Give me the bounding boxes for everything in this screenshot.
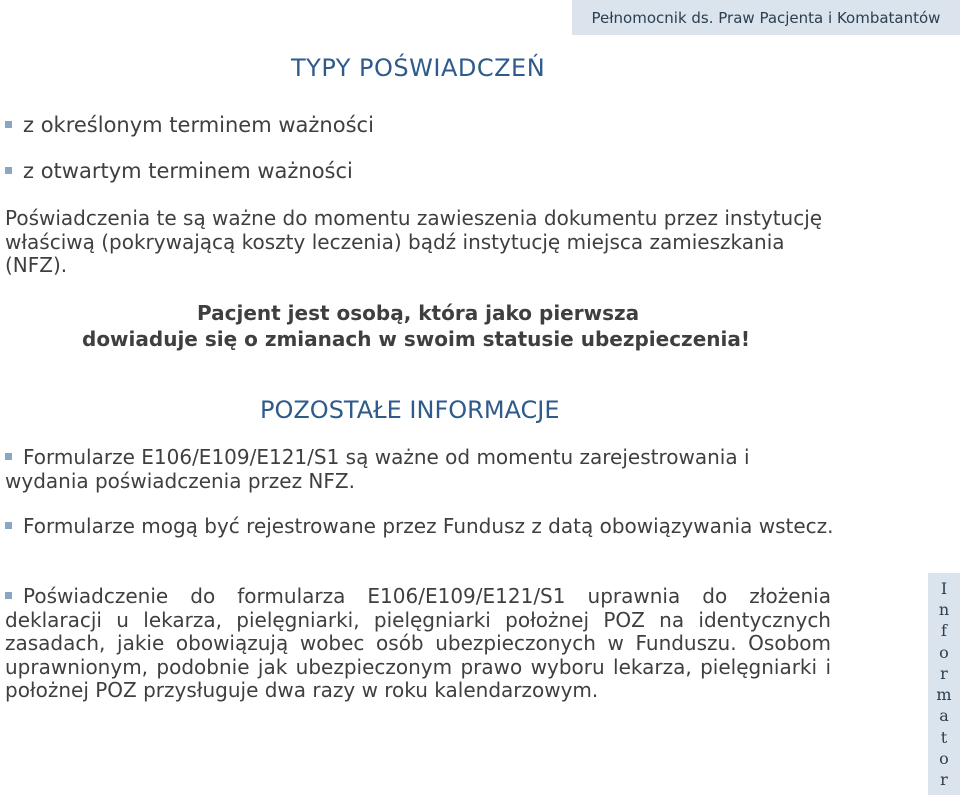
list-item-text: z otwartym terminem ważności [23,159,353,183]
list-item [5,159,353,183]
side-label-letter: m [936,685,952,705]
list-item-text: Poświadczenie do formularza E106/E109/E121/S1 uprawnia do złożenia deklaracji u lekarza, pielęgniarki, pielęgniarki położnej POZ na identycznych zasadach, jakie obowiązują wobec osób ubezpieczonych w Funduszu. Osobom uprawnionym, podobnie jak ubezpieczonym prawo wyboru lekarza, pielęgniarki i położnej POZ przysługuje dwa razy w roku kalendarzowym. [5,584,831,702]
side-label-letter: a [939,706,949,726]
list-item [5,515,835,539]
list-item-text: Formularze mogą być rejestrowane przez Fundusz z datą obowiązywania wstecz. [23,514,834,538]
side-label-letter: f [941,621,947,641]
bullet-icon [5,167,12,174]
side-label-letter: n [938,600,950,620]
side-label-letter: o [939,642,949,662]
side-label-letter: I [940,579,948,598]
side-label-letter: o [939,748,949,768]
bullet-icon [5,121,12,128]
list-item [5,446,835,493]
side-label-letter: r [940,769,948,789]
validity-paragraph: Poświadczenia te są ważne do momentu zawieszenia dokumentu przez instytucję właściwą (pokrywającą koszty leczenia) bądź instytucję miejsca zamieszkania (NFZ). [5,206,823,277]
side-label-letter: r [940,663,948,683]
bullet-icon [5,453,12,460]
header-banner [572,0,960,35]
bullet-icon [5,522,12,529]
list-item-text: z określonym terminem ważności [23,113,374,137]
side-label-letter: t [940,727,948,747]
list-item [5,113,374,137]
section-title-info: POZOSTAŁE INFORMACJE [260,396,560,424]
emphasis-line-2: dowiaduje się o zmianach w swoim statusie ubezpieczenia! [82,327,750,351]
section-title-types: TYPY POŚWIADCZEŃ [291,54,546,82]
list-item [5,585,831,703]
emphasis-note [82,300,750,352]
header-label: Pełnomocnik ds. Praw Pacjenta i Kombatantów [591,8,941,27]
emphasis-line-1: Pacjent jest osobą, która jako pierwsza [197,301,640,325]
side-label [928,573,960,795]
list-item-text: Formularze E106/E109/E121/S1 są ważne od momentu zarejestrowania i wydania poświadczenia przez NFZ. [5,445,750,493]
bullet-icon [5,592,12,599]
